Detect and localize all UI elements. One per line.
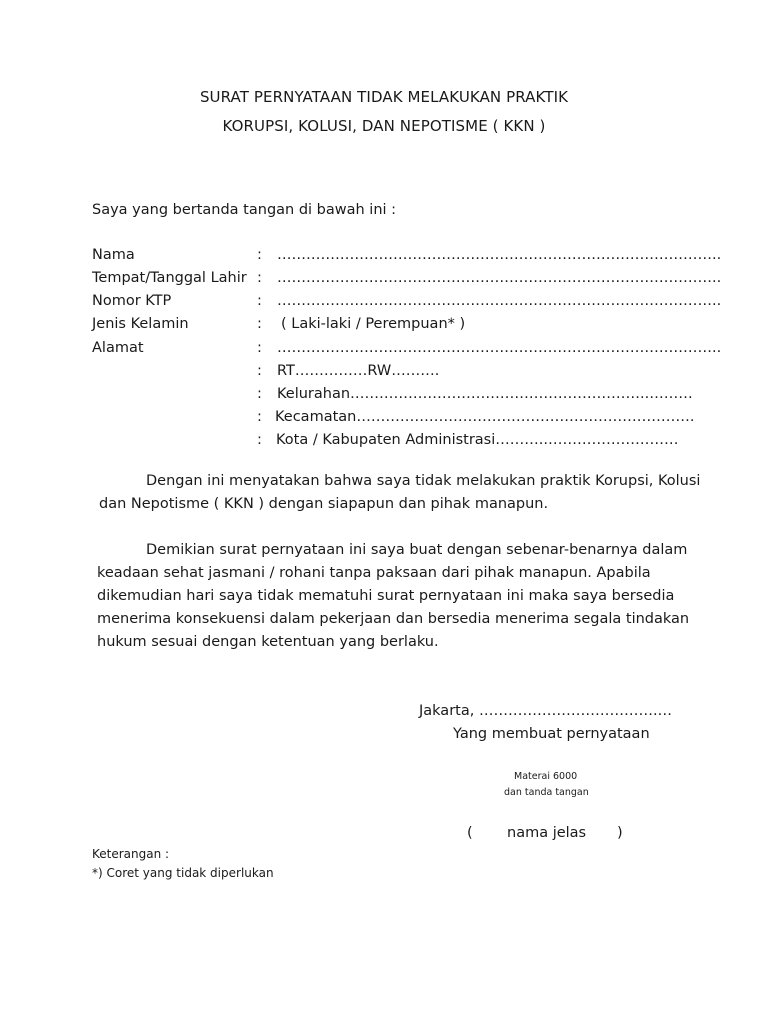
place-date: Jakarta, ……………………………….… <box>419 703 673 719</box>
field-value: Kelurahan……………………………………………………..……… <box>277 386 693 402</box>
field-label: Jenis Kelamin <box>92 316 189 332</box>
field-value: RT……………RW………. <box>277 363 440 379</box>
field-value: ……………………………………………………………………………….. <box>277 270 722 286</box>
full-name-label: nama jelas <box>507 825 587 841</box>
field-label: Alamat <box>92 340 144 356</box>
stamp-text-line-2: dan tanda tangan <box>504 787 589 798</box>
intro-text: Saya yang bertanda tangan di bawah ini : <box>92 202 397 218</box>
paragraph-line: dikemudian hari saya tidak mematuhi surat pernyataan ini maka saya bersedia <box>97 588 675 604</box>
field-value: ( Laki-laki / Perempuan* ) <box>281 316 466 332</box>
field-label: Tempat/Tanggal Lahir <box>92 270 247 286</box>
field-colon: : <box>257 386 262 402</box>
field-value: Kecamatan……………………………………………………………. <box>275 409 695 425</box>
field-colon: : <box>257 247 262 263</box>
document-title-line-1: SURAT PERNYATAAN TIDAK MELAKUKAN PRAKTIK <box>199 88 569 106</box>
paragraph-line: menerima konsekuensi dalam pekerjaan dan bersedia menerima segala tindakan <box>97 611 690 627</box>
paragraph-line: hukum sesuai dengan ketentuan yang berlaku. <box>97 634 439 650</box>
field-value: Kota / Kabupaten Administrasi………..……………………… <box>276 432 679 448</box>
field-colon: : <box>257 409 262 425</box>
field-label: Nama <box>92 247 135 263</box>
field-colon: : <box>257 316 262 332</box>
paragraph-line: keadaan sehat jasmani / rohani tanpa paksaan dari pihak manapun. Apabila <box>97 565 651 581</box>
field-colon: : <box>257 293 262 309</box>
notes-item: *) Coret yang tidak diperlukan <box>92 866 274 880</box>
field-colon: : <box>257 432 262 448</box>
name-open-paren: ( <box>467 825 473 841</box>
notes-heading: Keterangan : <box>92 847 170 861</box>
paragraph-line: Dengan ini menyatakan bahwa saya tidak melakukan praktik Korupsi, Kolusi <box>146 473 701 489</box>
field-value: ……………………………………………………………………………….. <box>277 247 722 263</box>
paragraph-line: dan Nepotisme ( KKN ) dengan siapapun dan pihak manapun. <box>99 496 549 512</box>
field-colon: : <box>257 270 262 286</box>
name-close-paren: ) <box>617 825 623 841</box>
field-label: Nomor KTP <box>92 293 172 309</box>
document-title-line-2: KORUPSI, KOLUSI, DAN NEPOTISME ( KKN ) <box>222 117 546 135</box>
field-value: ……………………………………………………………………………….. <box>277 293 722 309</box>
field-colon: : <box>257 340 262 356</box>
paragraph-line: Demikian surat pernyataan ini saya buat dengan sebenar-benarnya dalam <box>146 542 688 558</box>
maker-label: Yang membuat pernyataan <box>453 726 650 742</box>
field-value: ……………………………………………………………………………….. <box>277 340 722 356</box>
field-colon: : <box>257 363 262 379</box>
stamp-text-line-1: Materai 6000 <box>514 771 578 782</box>
